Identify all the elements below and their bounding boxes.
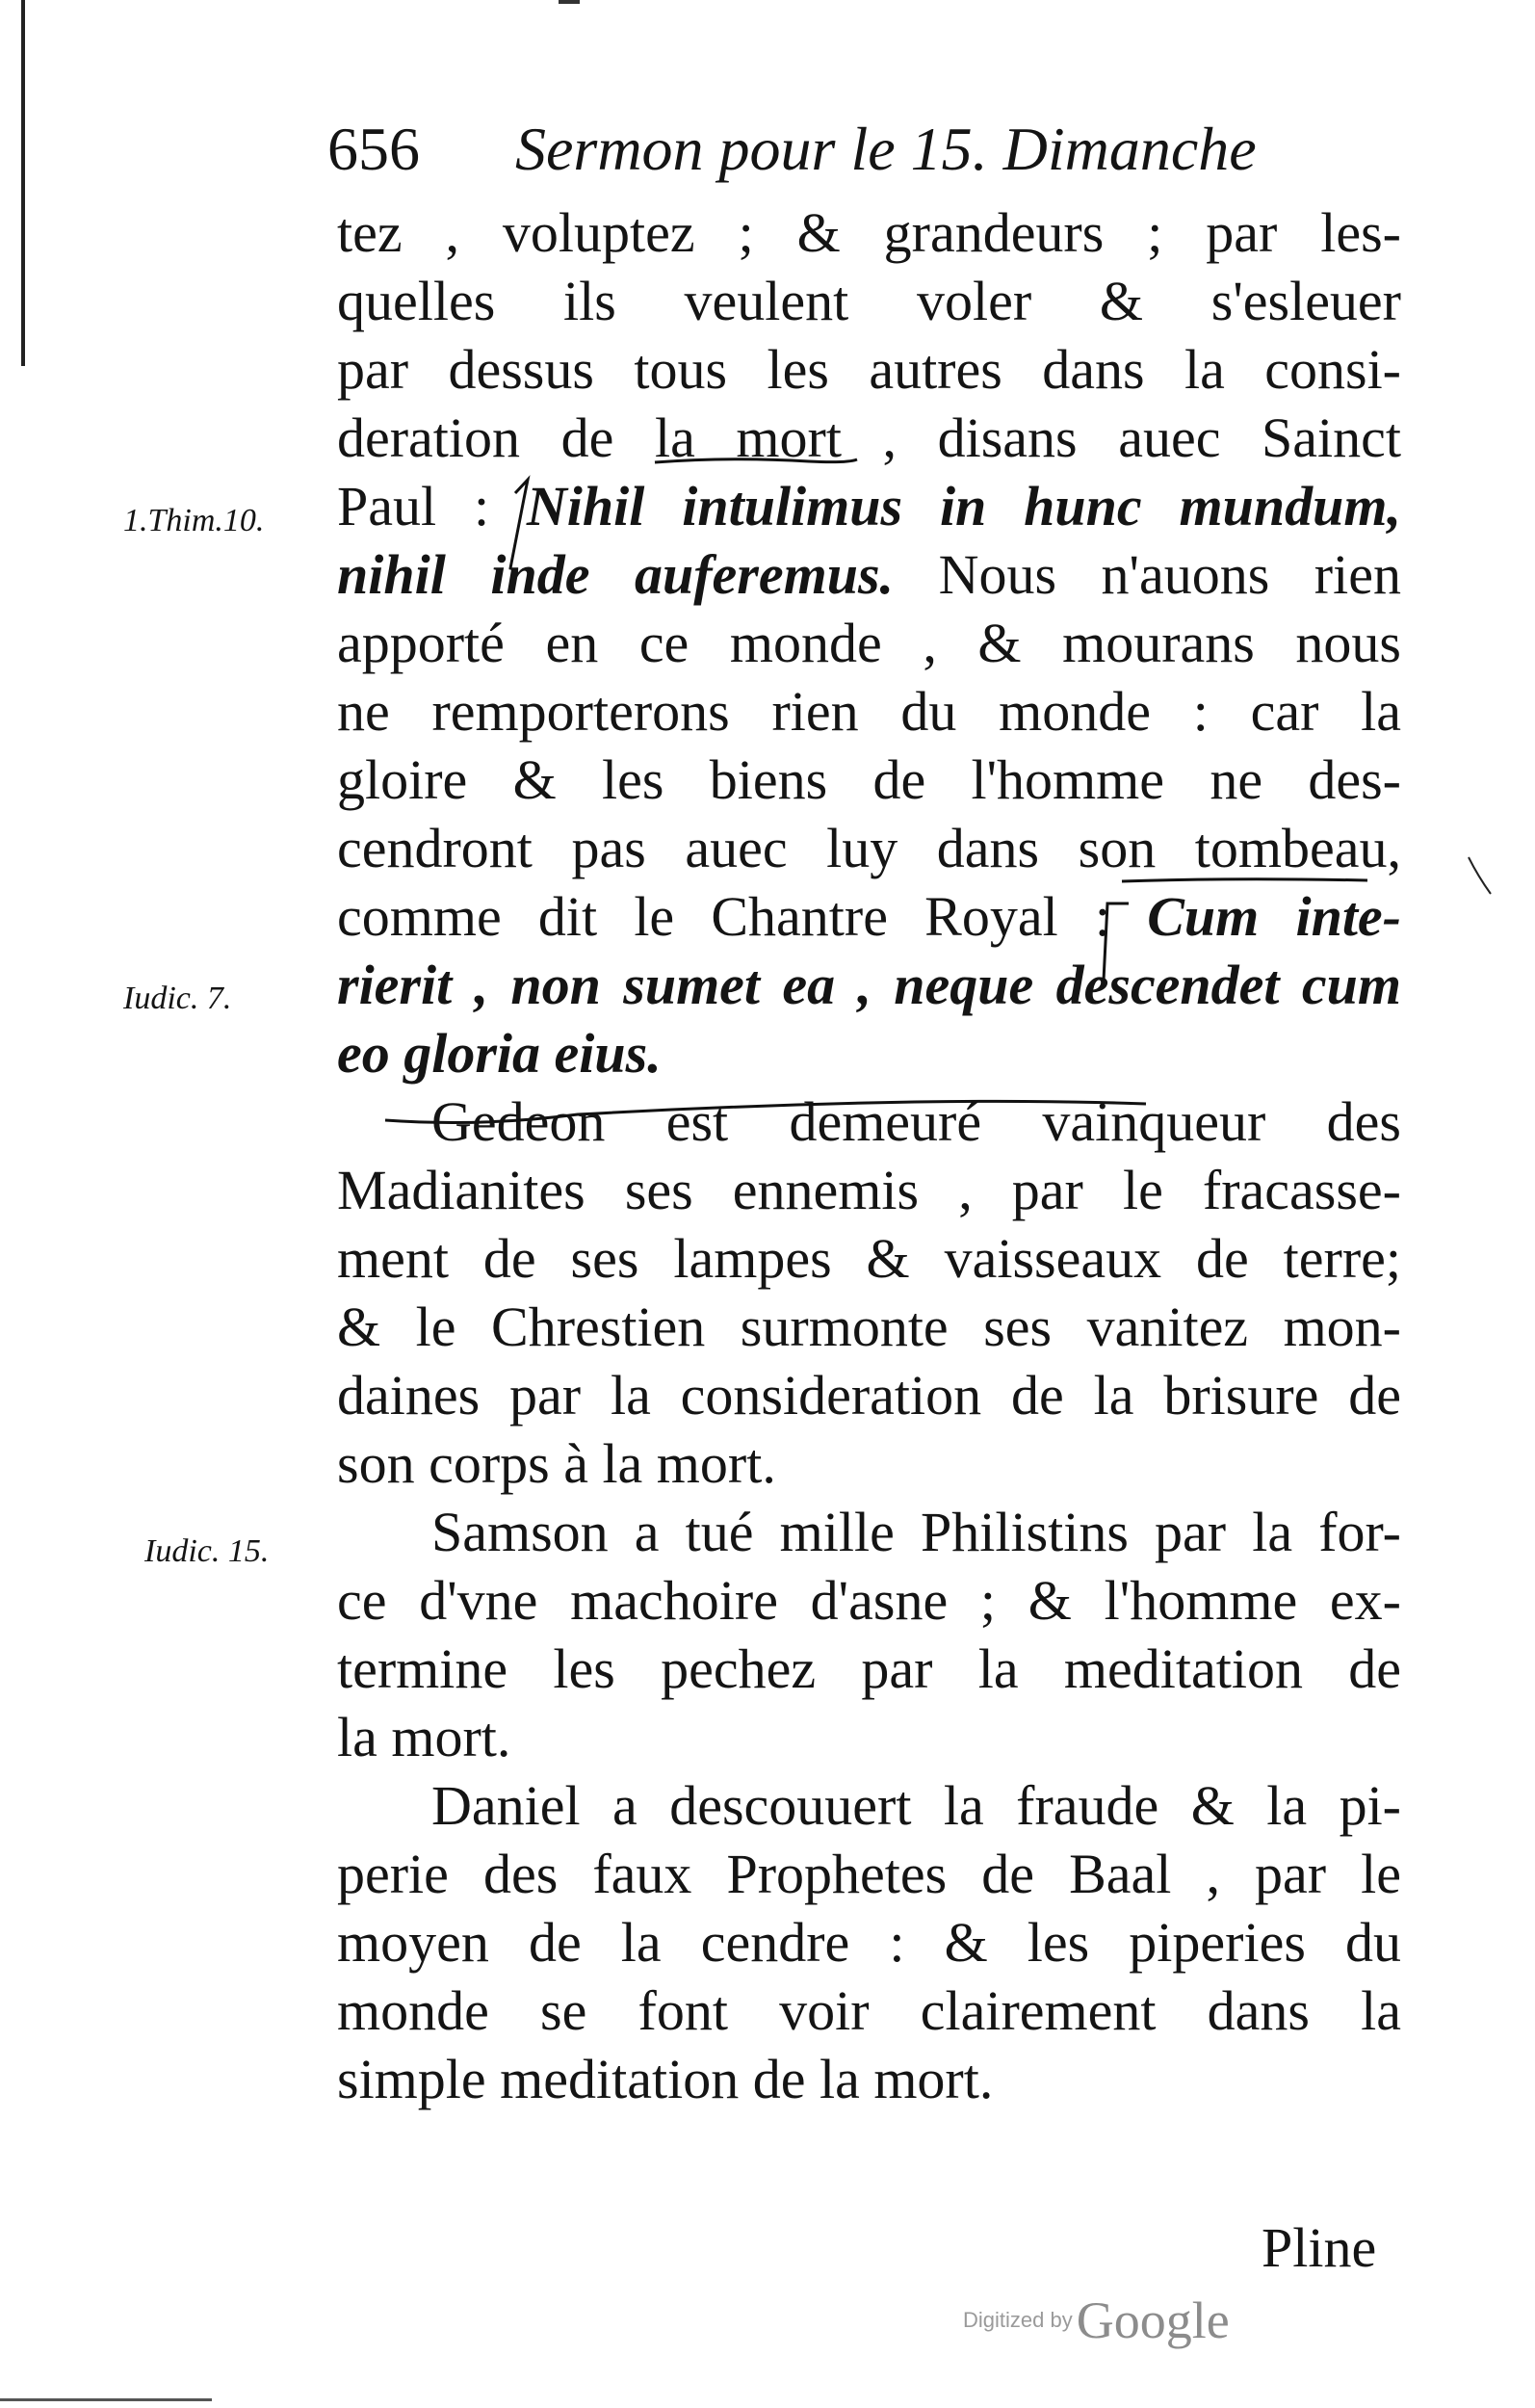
text-line: eo gloria eius. (337, 1022, 662, 1085)
catchword: Pline (1262, 2216, 1377, 2279)
text-line: Daniel a descouuert la fraude & la pi- (431, 1774, 1401, 1837)
latin-quotation: nihil inde auferemus. (337, 543, 895, 606)
text-line: ce d'vne machoire d'asne ; & l'homme ex- (337, 1569, 1401, 1632)
text-segment: Nous n'auons rien (894, 543, 1401, 606)
latin-quotation: Nihil intulimus in hunc mundum, (526, 475, 1401, 537)
margin-note-reference: Iudic. 7. (123, 981, 232, 1016)
text-line: monde se font voir clairement dans la (337, 1979, 1401, 2042)
text-line: son corps à la mort. (337, 1432, 776, 1495)
text-line: daines par la consideration de la brisure de (337, 1364, 1401, 1426)
text-line: rierit , non sumet ea , neque descendet cum (337, 954, 1401, 1016)
text-line: & le Chrestien surmonte ses vanitez mon- (337, 1296, 1401, 1358)
text-segment: comme dit le Chantre Royal : (337, 885, 1148, 948)
text-line: termine les pechez par la meditation de (337, 1637, 1401, 1700)
text-line: gloire & les biens de l'homme ne des- (337, 748, 1401, 811)
text-line: tez , voluptez ; & grandeurs ; par les- (337, 201, 1401, 264)
underline-mark (1122, 879, 1367, 881)
bracket-mark (1104, 903, 1129, 981)
text-line: quelles ils veulent voler & s'esleuer (337, 270, 1401, 332)
text-segment: Paul : (337, 475, 527, 537)
margin-stroke (1469, 857, 1491, 894)
strike-mark (385, 1101, 1146, 1122)
text-line: deration de la mort , disans auec Sainct (337, 406, 1401, 469)
text-line: Samson a tué mille Philistins par la for- (431, 1501, 1401, 1563)
text-line: la mort. (337, 1706, 511, 1768)
text-line: ne remporterons rien du monde : car la (337, 680, 1401, 743)
watermark-brand: Google (1076, 2291, 1230, 2349)
running-title: Sermon pour le 15. Dimanche (515, 115, 1257, 183)
margin-note-reference: 1.Thim.10. (123, 503, 265, 538)
text-line: ment de ses lampes & vaisseaux de terre; (337, 1227, 1401, 1290)
text-line: Madianites ses ennemis , par le fracasse- (337, 1159, 1401, 1221)
page-number: 656 (327, 115, 420, 183)
text-line: perie des faux Prophetes de Baal , par le (337, 1843, 1401, 1905)
text-line: simple meditation de la mort. (337, 2048, 994, 2110)
watermark-prefix: Digitized by (963, 2308, 1073, 2332)
bracket-mark (510, 480, 528, 568)
text-line: Gedeon est demeuré vainqueur des (431, 1090, 1401, 1153)
text-line: moyen de la cendre : & les piperies du (337, 1911, 1401, 1974)
text-line: apporté en ce monde , & mourans nous (337, 612, 1401, 674)
underline-mark (655, 459, 857, 462)
text-line: par dessus tous les autres dans la consi- (337, 338, 1401, 401)
latin-quotation: Cum inte- (1147, 885, 1401, 948)
margin-note-reference: Iudic. 15. (144, 1533, 270, 1569)
text-line: cendront pas auec luy dans son tombeau, (337, 817, 1401, 879)
